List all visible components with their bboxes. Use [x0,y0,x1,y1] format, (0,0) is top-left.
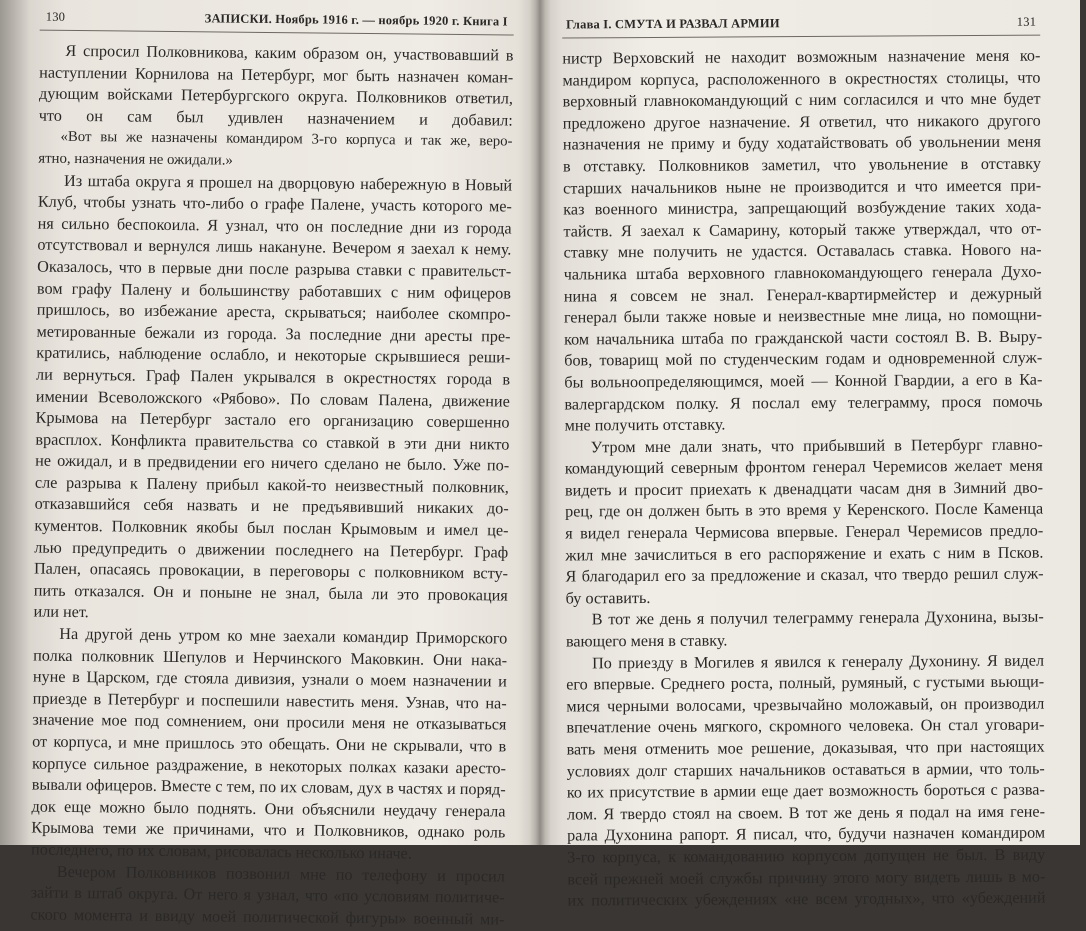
text-line: нина я совсем не знал. Генерал-квартирмейстер и дежурный [563,284,1042,306]
text-line: вом графу Палену и большинству работавших с ним офицеров [36,279,512,303]
text-line: дующим войсками Петербургского округа. Полковников ответил, [38,84,514,108]
left-page [0,0,540,929]
text-line: врасплох. Конфликта правительства со ставкой в эти дни никто [35,430,510,454]
text-line: тайств. Я заехал к Самарину, который также утверждал, что от- [563,219,1042,241]
text-line: В тот же день я получил телеграмму генерала Духонина, вызы- [591,608,1044,629]
text-line: условиях долг старших начальников оставаться в армии, что толь- [566,759,1045,781]
text-line: На другой день утром ко мне заехали командир Приморского [59,624,508,648]
text-line: нистр Верховский не находит возможным назначение меня ко- [562,46,1041,68]
text-line: наступлении Корнилова на Петербург, мог быть назначен коман- [39,63,514,87]
text-line: чальника штаба верховного главнокомандующего генерала Духо- [563,262,1042,284]
text-line: кратились, наблюдение ослабло, и некоторые скрывшиеся реши- [36,343,511,367]
text-line: полка полковник Шепулов и Нерчинского Маковкин. Они нака- [33,646,508,670]
text-line: верховный главнокомандующий с ним согласился и что мне будет [562,89,1041,111]
text-line: «Вот вы же назначены командиром 3-го корпуса и так же, веро- [60,129,513,150]
text-line: лью предупредить о движении последнего на Петербург. Граф [34,538,509,562]
text-line: видеть и просит приехать к двенадцати часам дня в Зимний дво- [564,478,1044,500]
left-running-title: ЗАПИСКИ. Ноябрь 1916 г. — ноябрь 1920 г. Книга I [204,11,508,29]
text-line: Утром мне дали знать, что прибывший в Петербург главно- [590,435,1043,457]
text-line: последнего, по их словам, рисовалась несколько иначе. [30,840,412,863]
text-line: имении Всеволожского «Рябово». По словам Палена, движение [35,387,510,411]
text-line: в отставку. Полковников заметил, что увольнение в отставку [562,154,1042,176]
text-line: от корпуса, и мне пришлось это обещать. Они не скрывали, что в [32,732,507,756]
text-line: Пален, опасаясь провокации, в переговоры с полковником всту- [33,559,509,583]
text-line: ком начальника штаба по гражданской части состоял В. В. Выру- [564,327,1043,349]
text-line: не ожидал, и в предвидении его ничего сделано не было. Уже по- [35,451,510,475]
text-line: всей прежней моей службы причину этого могу видеть лишь в мо- [567,867,1046,889]
text-line: его впервые. Среднего роста, полный, румяный, с густыми вьющи- [566,672,1045,694]
right-running-title: Глава I. СМУТА И РАЗВАЛ АРМИИ [566,16,780,32]
text-line: командующий северным фронтом генерал Черемисов желает меня [564,456,1043,478]
text-line: бы вольноопределяющимся, моей — Конной Гвардии, а его в Ка- [564,370,1043,392]
text-line: мандиром корпуса, расположенного в окрестностях столицы, что [562,68,1041,90]
text-line: рец, где он должен быть в это время у Керенского. После Каменца [565,500,1044,521]
text-line: лом. Я твердо стоял на своем. В тот же день я подал на имя гене- [566,802,1046,824]
text-line: ко их присутствие в армии еще дает возможность бороться с разва- [566,780,1045,802]
text-line: вать меня отменить мое решение, доказывая, что при настоящих [566,737,1045,759]
text-line: что он сам был удивлен назначением и добавил: [38,106,513,130]
text-line: 3-го корпуса, к командованию корпусом допущен не был. В виду [567,845,1046,867]
text-line: генерал были также новые и неизвестные мне лица, но помощни- [563,305,1042,327]
text-line: бу оставить. [565,588,651,608]
text-line: Крымова теми же причинами, что и Полковников, однако роль [31,818,506,842]
text-line: или нет. [33,602,89,622]
text-line: док еще можно было поднять. Они объяснили неудачу генерала [31,797,506,821]
text-line: По приезду в Могилев я явился к генералу Духонину. Я видел [591,651,1045,672]
text-line: жил мне зачислиться в его распоряжение и ехать с ним в Псков. [565,543,1044,565]
text-line: рала Духонина рапорт. Я писал, что, будучи назначен командиром [567,823,1046,845]
text-line: Вечером Полковников позвонил мне по телефону и просил [56,862,505,886]
text-line: значение мое под сомнением, они просили меня не отказываться [32,710,507,734]
right-page [540,0,1085,910]
text-line: нуне в Царском, где стояла дивизия, узнали о моем назначении и [32,667,507,691]
right-page-body [562,46,1045,913]
text-line: мне получить отставку. [564,415,726,435]
text-line: старших начальников ныне не производится и что имеется при- [563,176,1042,198]
text-line: бов, товарищ мой по студенческим годам и одновременной служ- [564,348,1043,370]
left-running-head [40,8,514,36]
text-line: отсутствовал и вернулся лишь накануне. Вечером я заехал к нему. [37,235,512,259]
right-page-number: 131 [1016,14,1037,29]
text-line: впечатление очень мягкого, скромного человека. Он стал уговари- [566,715,1045,737]
text-line: пришлось, во избежание ареста, скрываться; наиболее скомпро- [36,300,511,324]
text-line: предложено другое назначение. Я ответил, что никакого другого [562,111,1041,133]
text-line: пить отказался. Он и поныне не знал, была ли это провокация [33,581,508,605]
text-line: кументов. Полковник якобы был послан Крымовым и имел це- [34,516,509,540]
text-line: ли вернуться. Граф Пален укрывался в окрестностях города в [35,365,511,389]
text-line: сле разрыва к Палену прибыл какой-то неизвестный полковник, [34,473,510,497]
text-line: Я благодарил его за предложение и сказал, что твердо решил служ- [565,564,1044,586]
text-line: Крымова на Петербург застало его организацию совершенно [35,408,510,432]
text-line: ятно, назначения не ожидали.» [38,150,233,169]
text-line: вывали офицеров. Вместе с тем, по их словам, дух в частях и поряд- [31,775,506,799]
text-line: каз военного министра, запрещающий возбуждение таких хода- [563,197,1042,219]
text-line: отказавшийся себя назвать и не предъявивший никаких до- [34,495,509,518]
text-line: корпусе сильное раздражение, в некоторых полках казаки аресто- [31,754,507,778]
left-page-body [30,41,513,931]
text-line: мися черными волосами, чрезвычайно моложавый, он производил [566,694,1045,716]
text-line: Из штаба округа я прошел на дворцовую набережную в Новый [64,171,513,195]
right-running-head [562,13,1040,39]
text-line: ня сильно беспокоила. Я узнал, что он последние дни из города [37,214,512,238]
text-line: вающего меня в ставку. [565,631,728,651]
text-line: ставку мне получить не удастся. Оставалась ставка. Нового на- [563,240,1042,262]
text-line: ского момента и ввиду моей политической фигуры» военный ми- [30,905,505,929]
text-line: зайти в штаб округа. От него я узнал, что «по условиям политиче- [30,883,505,907]
text-line: Оказалось, что в первые дни после разрыва ставки с правительст- [37,257,512,281]
text-line: валергардском полку. Я послал ему телеграмму, прося помочь [564,392,1043,414]
text-line: Клуб, чтобы узнать что-либо о графе Палене, участь которого ме- [37,192,512,216]
text-line: приезде в Петербург и поспешили навестить меня. Узнав, что на- [32,689,507,713]
text-line: я видел генерала Чермисова впервые. Генерал Черемисов предло- [565,521,1044,543]
text-line: назначения не приму и буду ходатайствовать об увольнении меня [562,132,1041,154]
text-line: Я спросил Полковникова, каким образом он, участвовавший в [65,41,514,65]
text-line: их политических убеждениях «не всем угодных», что «убеждений [567,888,1046,910]
left-page-number: 130 [45,9,66,24]
text-line: метированные бежали из города. За последние дни аресты пре- [36,322,511,346]
